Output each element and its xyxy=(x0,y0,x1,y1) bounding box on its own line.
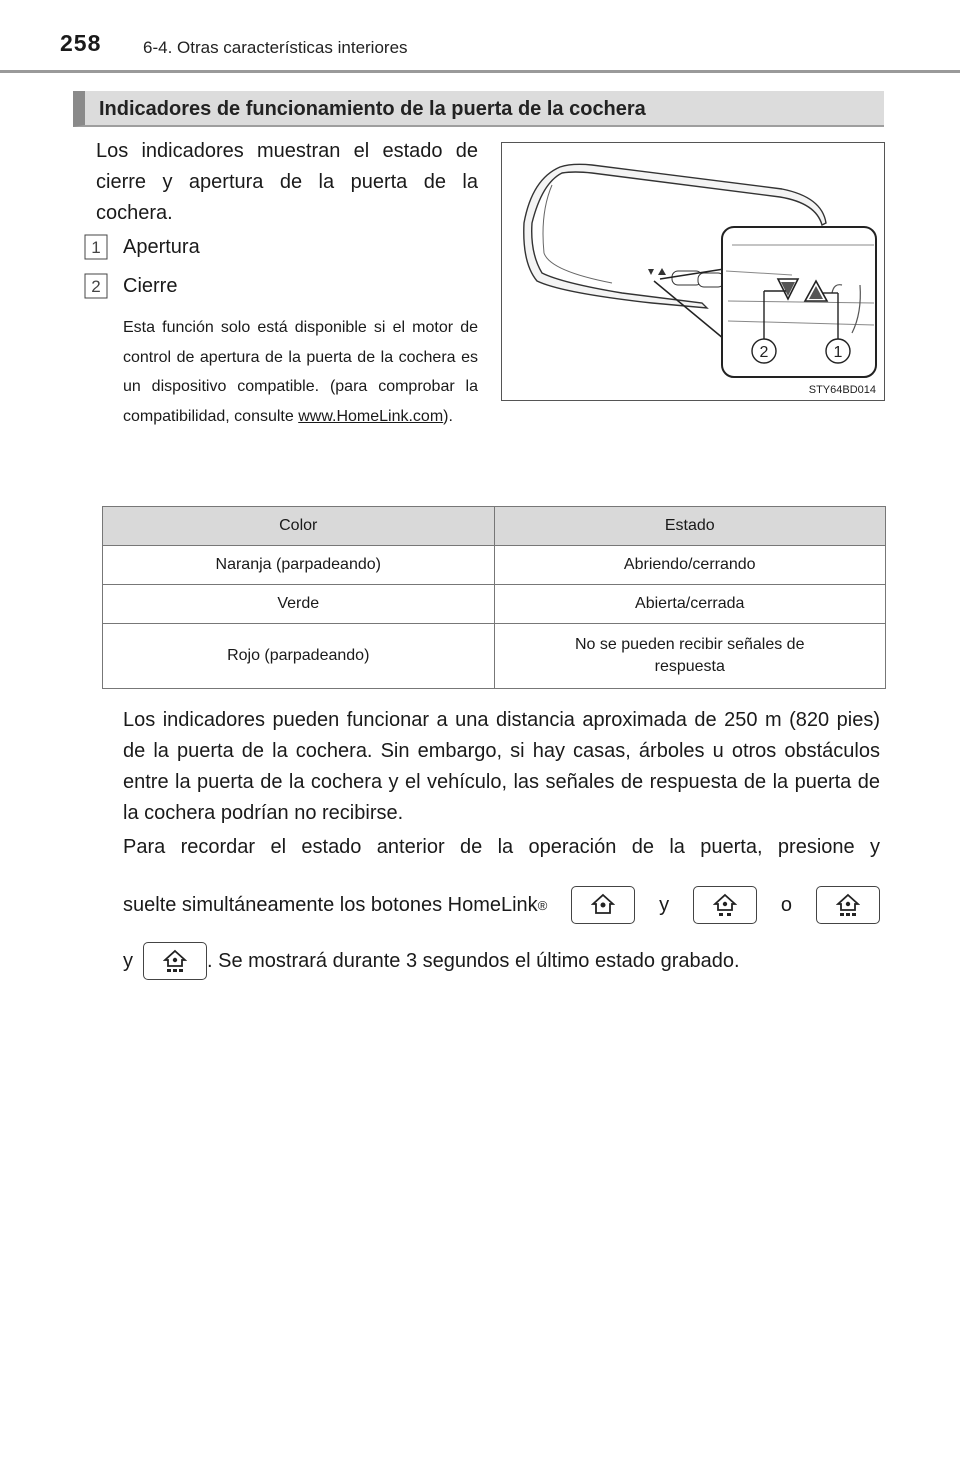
status-table xyxy=(102,506,886,689)
note-text: Esta función solo está disponible si el motor de control de apertura de la puerta de la cochera es un dispositivo compatible. (para comprobar la compatibilidad, consulte xyxy=(123,319,478,425)
homelink-link[interactable]: www.HomeLink.com xyxy=(298,407,444,425)
table-row xyxy=(103,546,886,585)
column-header-color: Color xyxy=(103,507,495,546)
table-cell: Rojo (parpadeando) xyxy=(103,624,495,689)
homelink-button-4 xyxy=(143,942,207,980)
homelink-house-two-dot-icon xyxy=(713,893,737,917)
table-header-row xyxy=(103,507,886,546)
recall-line-1: Para recordar el estado anterior de la operación de la puerta, presione y xyxy=(123,836,880,858)
callout-number: 2 xyxy=(91,277,101,296)
callout-number: 1 xyxy=(91,238,101,257)
chapter-title: 6-4. Otras características interiores xyxy=(143,38,408,57)
list-item-label: Cierre xyxy=(123,274,178,297)
compatibility-note xyxy=(123,313,478,431)
section-title: Indicadores de funcionamiento de la puerta de la cochera xyxy=(99,98,646,120)
note-end: ). xyxy=(443,407,453,425)
registered-mark: ® xyxy=(537,897,548,913)
recall-line-2 xyxy=(123,885,880,925)
header-divider xyxy=(0,70,960,73)
homelink-house-three-dot-icon xyxy=(163,949,187,973)
mirror-figure xyxy=(501,142,885,401)
callout-1-icon xyxy=(84,234,108,260)
recall-paragraph xyxy=(123,832,880,981)
list-item-closing xyxy=(84,273,177,299)
table-row xyxy=(103,624,886,689)
list-item-opening xyxy=(84,234,200,260)
table-row xyxy=(103,585,886,624)
column-header-status: Estado xyxy=(494,507,886,546)
callout-2-icon xyxy=(84,273,108,299)
homelink-button-3 xyxy=(816,886,880,924)
table-cell: Abriendo/cerrando xyxy=(494,546,886,585)
word-o: o xyxy=(780,893,793,916)
page-number: 258 xyxy=(60,30,102,56)
range-paragraph: Los indicadores pueden funcionar a una distancia aproximada de 250 m (820 pies) de la puerta de la cochera. Sin embargo, si hay casas, árboles u otros obstáculos entre la puerta de la cochera y el vehículo, las señales de respuesta de la puerta de la cochera podrían no recibirse. xyxy=(123,709,880,824)
table-cell: No se pueden recibir señales de respuesta xyxy=(494,624,886,689)
callout-label: 1 xyxy=(833,344,843,361)
rearview-mirror-illustration xyxy=(502,143,884,400)
intro-paragraph: Los indicadores muestran el estado de cierre y apertura de la puerta de la cochera. xyxy=(96,140,478,224)
recall-pre: suelte simultáneamente los botones HomeLink xyxy=(123,893,538,916)
word-y: y xyxy=(659,893,670,916)
list-item-label: Apertura xyxy=(123,235,200,258)
figure-code: STY64BD014 xyxy=(808,384,876,396)
recall-line-3 xyxy=(123,941,880,981)
table-cell: Naranja (parpadeando) xyxy=(103,546,495,585)
section-heading xyxy=(73,91,884,127)
word-y: y xyxy=(123,949,133,972)
homelink-button-2 xyxy=(693,886,757,924)
homelink-house-three-dot-icon xyxy=(836,893,860,917)
table-cell: Verde xyxy=(103,585,495,624)
homelink-button-1 xyxy=(571,886,635,924)
callout-label: 2 xyxy=(759,344,769,361)
homelink-house-icon xyxy=(591,893,615,917)
recall-end: . Se mostrará durante 3 segundos el último estado grabado. xyxy=(207,949,740,972)
table-cell: Abierta/cerrada xyxy=(494,585,886,624)
